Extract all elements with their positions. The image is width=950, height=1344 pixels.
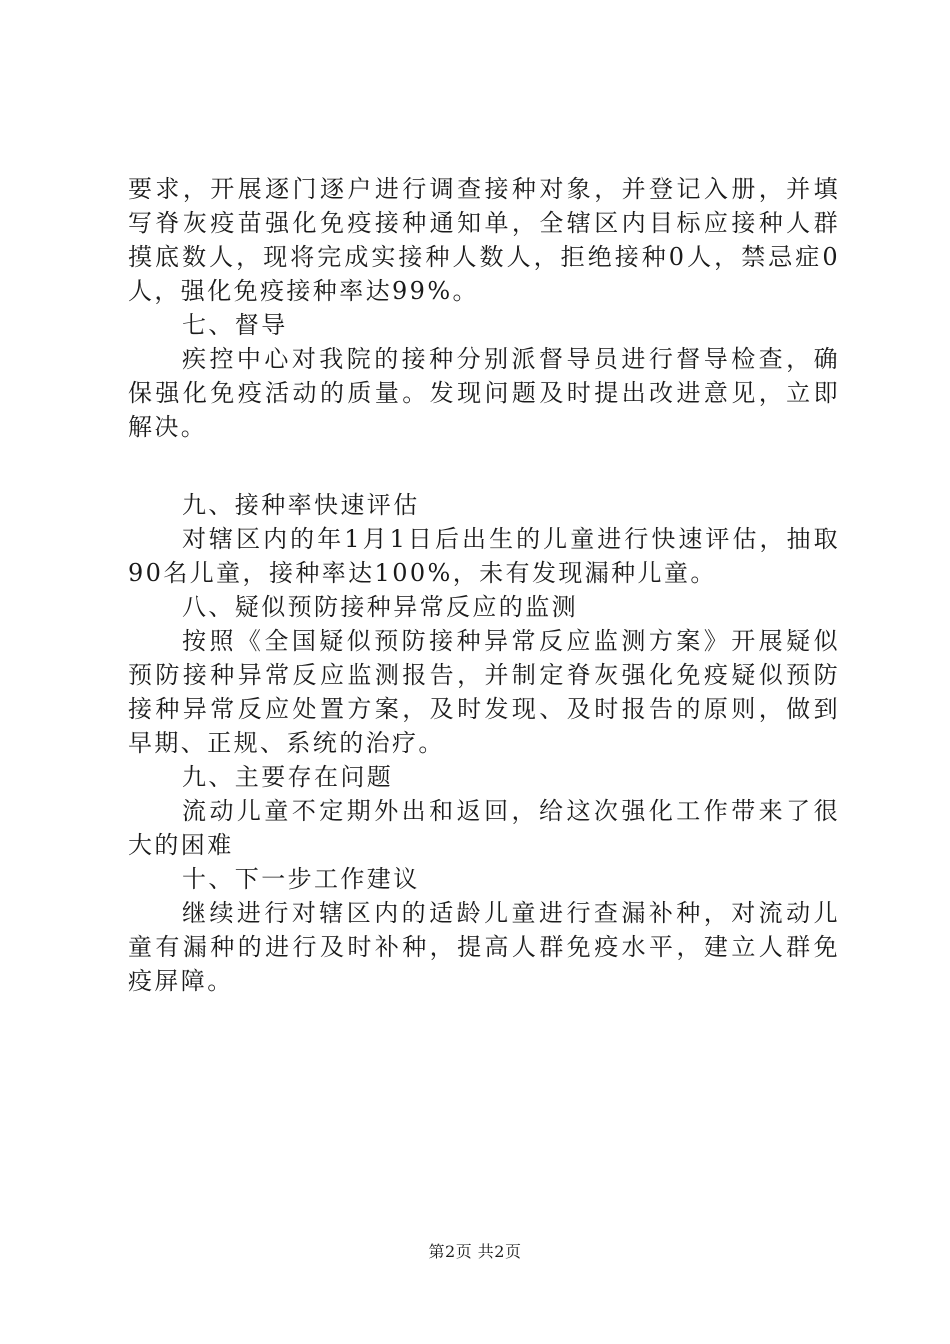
paragraph-rapid-assessment: 对辖区内的年1月1日后出生的儿童进行快速评估，抽取90名儿童，接种率达100%，未有发现漏种儿童。: [128, 525, 840, 587]
blank-line: [128, 444, 840, 488]
page-number-footer: 第2页 共2页: [428, 1242, 522, 1261]
paragraph-next-steps: 继续进行对辖区内的适龄儿童进行查漏补种，对流动儿童有漏种的进行及时补种，提高人群免疫水平，建立人群免疫屏障。: [128, 899, 840, 995]
section-heading-adverse-reaction-monitoring: 八、疑似预防接种异常反应的监测: [182, 593, 578, 621]
section-heading-supervision: 七、督导: [182, 311, 288, 339]
paragraph-adverse-reaction-monitoring: 按照《全国疑似预防接种异常反应监测方案》开展疑似预防接种异常反应监测报告，并制定脊灰强化免疫疑似预防接种异常反应处置方案，及时发现、及时报告的原则，做到早期、正规、系统的治疗。: [128, 627, 840, 757]
document-body: [128, 172, 840, 998]
paragraph-supervision: 疾控中心对我院的接种分别派督导员进行督导检查，确保强化免疫活动的质量。发现问题及时提出改进意见，立即解决。: [128, 345, 840, 441]
paragraph-immunization-requirements: 要求，开展逐门逐户进行调查接种对象，并登记入册，并填写脊灰疫苗强化免疫接种通知单，全辖区内目标应接种人群摸底数人，现将完成实接种人数人，拒绝接种0人，禁忌症0人，强化免疫接种率达99%。: [128, 175, 840, 305]
section-heading-rapid-assessment: 九、接种率快速评估: [182, 491, 420, 519]
section-heading-next-steps: 十、下一步工作建议: [182, 865, 420, 893]
paragraph-main-problems: 流动儿童不定期外出和返回，给这次强化工作带来了很大的困难: [128, 797, 840, 859]
section-heading-main-problems: 九、主要存在问题: [182, 763, 394, 791]
